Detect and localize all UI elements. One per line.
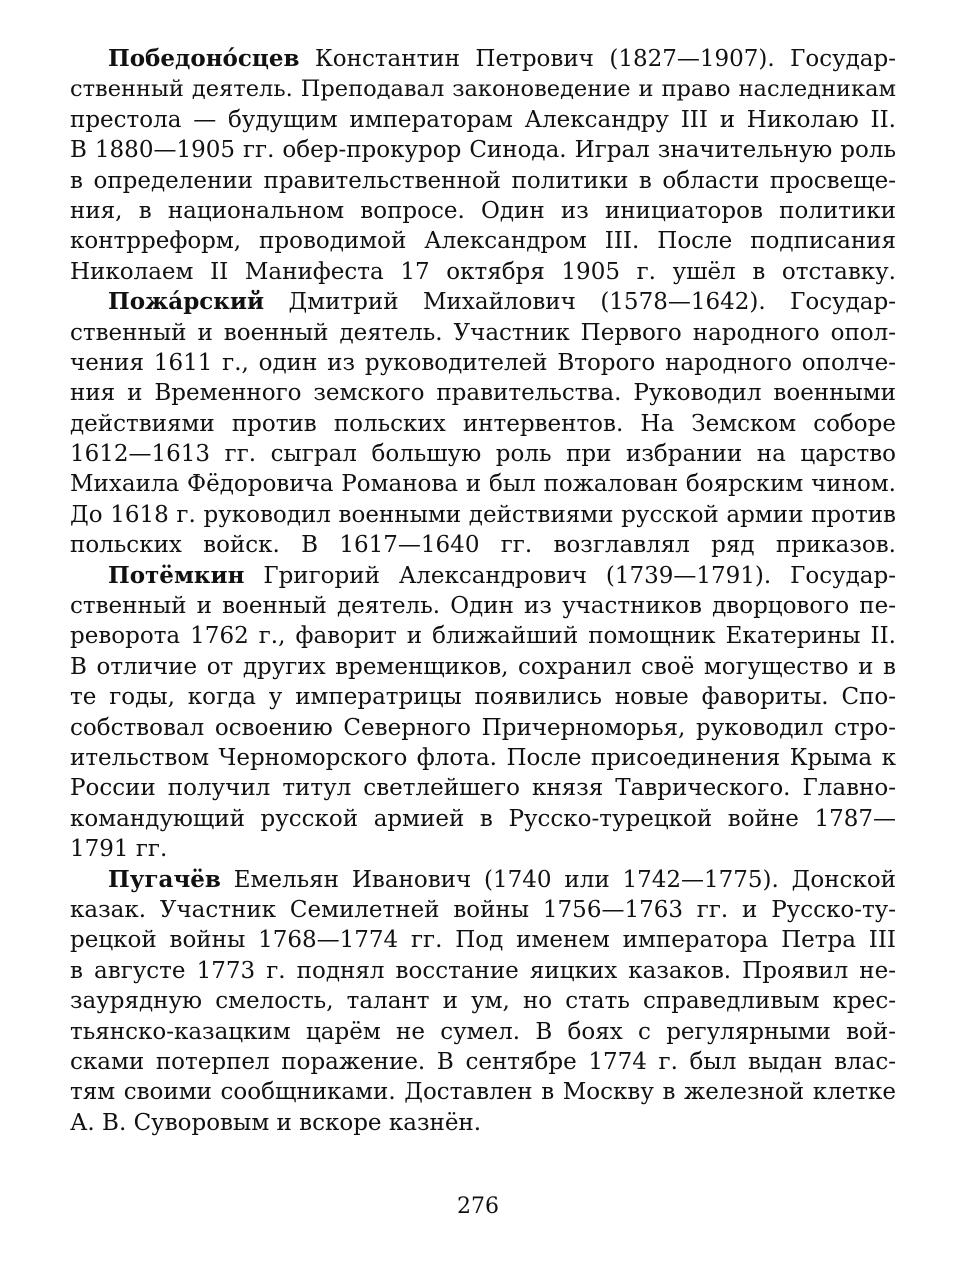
text-line: тям своими сообщниками. Доставлен в Москву в железной клетке bbox=[70, 1079, 896, 1106]
text-line: ственный и военный деятель. Один из участников дворцового пе- bbox=[70, 593, 896, 620]
entry-potemkin bbox=[70, 561, 896, 865]
entry-name: Пугачёв bbox=[108, 865, 221, 893]
text-line: В отличие от других временщиков, сохранил своё могущество и в bbox=[70, 653, 896, 680]
page-number: 276 bbox=[457, 1194, 499, 1219]
text-line: Победоно́сцев Константин Петрович (1827—1907). Государ- bbox=[108, 45, 896, 72]
text-line: А. В. Суворовым и вскоре казнён. bbox=[70, 1109, 482, 1136]
text-line: ния и Временного земского правительства. Руководил военными bbox=[70, 380, 896, 407]
text-line: престола — будущим императорам Александру III и Николаю II. bbox=[70, 106, 896, 133]
text-line: Пожа́рский Дмитрий Михайлович (1578—1642). Государ- bbox=[108, 288, 896, 316]
text-line: те годы, когда у императрицы появились новые фавориты. Спо- bbox=[70, 684, 896, 711]
text-line: Николаем II Манифеста 17 октября 1905 г. ушёл в отставку. bbox=[70, 258, 896, 285]
text-line: Потёмкин Григорий Александрович (1739—1791). Государ- bbox=[108, 561, 896, 589]
text-line: 1612—1613 гг. сыграл большую роль при избрании на царство bbox=[70, 441, 896, 468]
text-line: контрреформ, проводимой Александром III. После подписания bbox=[70, 228, 896, 255]
text-line: в определении правительственной политики в области просвеще- bbox=[70, 167, 896, 194]
entry-pobedonostsev bbox=[70, 44, 896, 287]
text-line: До 1618 г. руководил военными действиями русской армии против bbox=[70, 501, 896, 528]
text-line: ительством Черноморского флота. После присоединения Крыма к bbox=[70, 744, 896, 771]
text-line: рецкой войны 1768—1774 гг. Под именем императора Петра III bbox=[70, 927, 896, 954]
text-line: чения 1611 г., один из руководителей Второго народного ополче- bbox=[70, 349, 896, 376]
text-line: действиями против польских интервентов. На Земском соборе bbox=[70, 410, 896, 437]
text-line: ственный и военный деятель. Участник Первого народного опол- bbox=[70, 319, 896, 346]
text-line: реворота 1762 г., фаворит и ближайший помощник Екатерины II. bbox=[70, 623, 896, 650]
text-line: заурядную смелость, талант и ум, но стать справедливым крес- bbox=[70, 988, 896, 1015]
text-line: России получил титул светлейшего князя Таврического. Главно- bbox=[70, 775, 896, 802]
text-line: тьянско-казацким царём не сумел. В боях с регулярными вой- bbox=[70, 1018, 896, 1045]
text-line: собствовал освоению Северного Причерноморья, руководил стро- bbox=[70, 714, 896, 741]
text-line: ния, в национальном вопросе. Один из инициаторов политики bbox=[70, 197, 896, 224]
text-line: ственный деятель. Преподавал законоведение и право наследникам bbox=[70, 76, 896, 103]
text-line: командующий русской армией в Русско-турецкой войне 1787— bbox=[70, 805, 896, 832]
text-line: польских войск. В 1617—1640 гг. возглавлял ряд приказов. bbox=[70, 532, 896, 559]
text-line: 1791 гг. bbox=[70, 836, 168, 863]
entry-pozharsky bbox=[70, 287, 896, 561]
entry-name: Победоно́сцев bbox=[108, 45, 300, 72]
text-line: Пугачёв Емельян Иванович (1740 или 1742—1775). Донской bbox=[108, 865, 896, 893]
entry-pugachev bbox=[70, 865, 896, 1139]
text-line: Михаила Фёдоровича Романова и был пожалован боярским чином. bbox=[70, 471, 896, 498]
text-line: казак. Участник Семилетней войны 1756—1763 гг. и Русско-ту- bbox=[70, 896, 896, 923]
entry-name: Потёмкин bbox=[108, 561, 245, 589]
text-line: в августе 1773 г. поднял восстание яицких казаков. Проявил не- bbox=[70, 957, 896, 984]
text-line: В 1880—1905 гг. обер-прокурор Синода. Играл значительную роль bbox=[70, 137, 896, 164]
text-line: сками потерпел поражение. В сентябре 1774 г. был выдан влас- bbox=[70, 1048, 896, 1075]
entry-name: Пожа́рский bbox=[108, 288, 265, 316]
